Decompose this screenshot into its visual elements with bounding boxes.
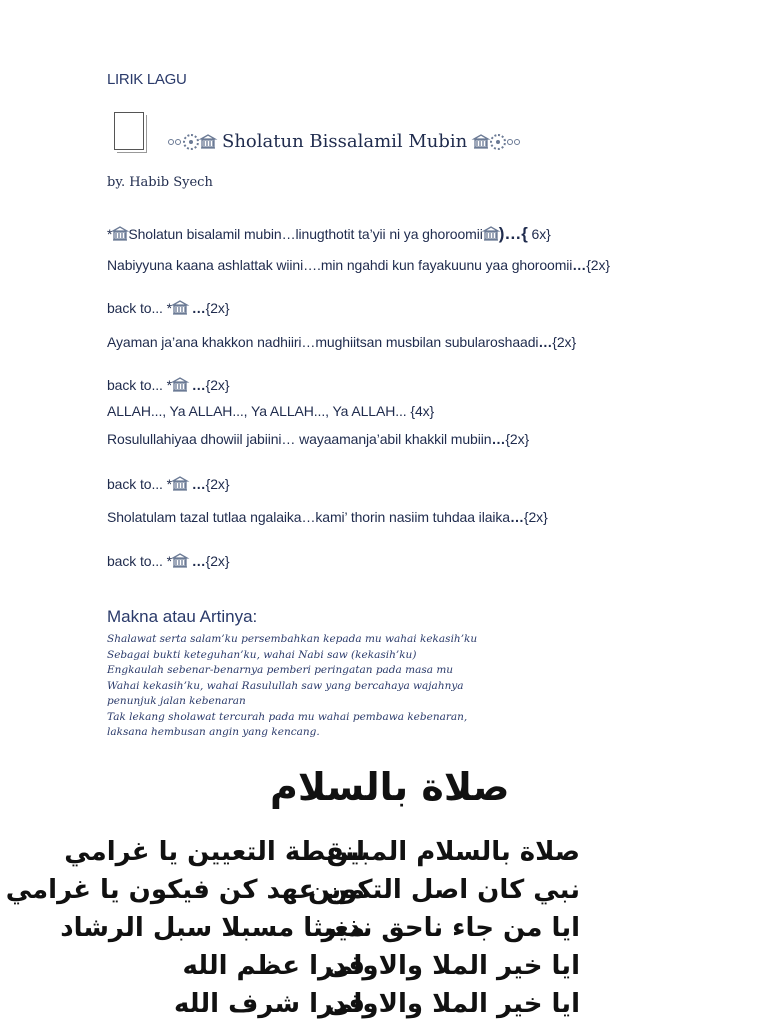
ellipsis: … (191, 476, 206, 492)
ellipsis: … (572, 257, 587, 273)
meaning-line: Shalawat serta salam’ku persembahkan kepada mu wahai kekasih’ku (107, 633, 478, 645)
back-label: back to... * (107, 476, 172, 492)
gear-ornament-icon (490, 134, 506, 150)
lyric-text: Sholatulam tazal tutlaa ngalaika…kami’ thorin nasiim tuhdaa ilaika (107, 509, 510, 525)
gear-ornament-icon (183, 134, 199, 150)
ornament-left (168, 134, 216, 150)
mosque-icon (172, 476, 188, 491)
repeat-count: {2x} (552, 334, 577, 350)
mosque-icon (112, 226, 128, 241)
checkbox-frame (114, 112, 144, 150)
lyric-line-5 (107, 509, 548, 525)
song-title-line (168, 131, 521, 152)
meaning-line: Wahai kekasih’ku, wahai Rasulullah saw yang bercahaya wajahnya (107, 679, 464, 692)
ellipsis: … (191, 553, 206, 569)
mosque-icon (172, 553, 188, 568)
meaning-line: laksana hembusan angin yang kencang. (107, 726, 320, 738)
byline: by. Habib Syech (107, 175, 213, 190)
lyric-text: Sholatun bisalamil mubin…linugthotit ta’yii ni ya ghoroomii (128, 226, 483, 242)
back-to-line (107, 553, 229, 569)
ellipsis: … (491, 431, 506, 447)
arabic-line: من عهد كن فيكون يا غرامي (5, 875, 365, 905)
back-to-line (107, 377, 229, 393)
mosque-icon (200, 134, 216, 149)
meaning-heading: Makna atau Artinya: (107, 607, 258, 626)
allah-line: ALLAH..., Ya ALLAH..., Ya ALLAH..., Ya ALLAH... {4x} (107, 403, 435, 419)
ornament-right (473, 134, 521, 150)
repeat-count: {2x} (505, 431, 530, 447)
meaning-line: Tak lekang sholawat tercurah pada mu wahai pembawa kebenaran, (107, 710, 468, 723)
lyric-text: Rosulullahiyaa dhowiil jabiini… wayaamanja’abil khakkil mubiin (107, 431, 492, 447)
arabic-left-column (6, 833, 365, 1023)
repeat-count: {2x} (205, 476, 230, 492)
lyric-line-3 (107, 334, 576, 350)
song-title: Sholatun Bissalamil Mubin (222, 131, 468, 152)
lyric-text: Ayaman ja’ana khakkon nadhiiri…mughiitsan musbilan subularoshaadi (107, 334, 539, 350)
ellipsis: … (191, 300, 206, 316)
asterisk: * (107, 226, 113, 242)
arabic-line: مغيثا مسبلا سبل الرشاد (60, 913, 365, 943)
arabic-line: ايا خير الملا والاولى (326, 989, 580, 1019)
ellipsis: … (510, 509, 524, 525)
meaning-text (107, 632, 477, 741)
mosque-icon (172, 377, 188, 392)
back-label: back to... * (107, 300, 172, 316)
page-heading: LIRIK LAGU (107, 71, 187, 88)
meaning-line: Engkaulah sebenar-benarnya pemberi peringatan pada masa mu (107, 664, 454, 676)
lyric-line-1 (107, 224, 551, 244)
arabic-line: قدرا شرف الله (173, 989, 365, 1019)
arabic-line: قدرا عظم الله (182, 951, 365, 981)
back-to-line (107, 476, 229, 492)
mosque-icon (172, 300, 188, 315)
lyric-line-2 (107, 257, 610, 273)
lyric-text: Nabiyyuna kaana ashlattak wiini….min ngahdi kun fayakuunu yaa ghoroomii (107, 257, 573, 273)
repeat-count: {2x} (205, 377, 230, 393)
arabic-line: ايا من جاء ناحق نذير (321, 913, 580, 943)
close-bracket: )…{ (498, 224, 528, 243)
ellipsis: … (191, 377, 206, 393)
arabic-line: صلاة بالسلام المبين (326, 837, 580, 867)
repeat-count: 6x} (531, 226, 551, 242)
dots-icon (168, 139, 182, 145)
arabic-line: لنقطة التعيين يا غرامي (64, 837, 365, 867)
mosque-icon (483, 226, 499, 241)
back-label: back to... * (107, 553, 172, 569)
repeat-count: {2x} (205, 553, 230, 569)
repeat-count: {2x} (586, 257, 610, 273)
mosque-icon (473, 134, 489, 149)
back-to-line (107, 300, 229, 316)
repeat-count: {2x} (205, 300, 230, 316)
dots-icon (507, 139, 521, 145)
arabic-line: ايا خير الملا والاولى (326, 951, 580, 981)
arabic-title: صلاة بالسلام (270, 765, 510, 809)
arabic-calligraphy-scan (5, 765, 620, 1024)
meaning-line: penunjuk jalan kebenaran (107, 695, 246, 707)
repeat-count: {2x} (523, 509, 548, 525)
ellipsis: … (538, 334, 553, 350)
meaning-line: Sebagai bukti keteguhan’ku, wahai Nabi saw (kekasih’ku) (107, 648, 417, 661)
arabic-line: نبي كان اصل التكوين (307, 875, 580, 905)
lyric-line-4 (107, 431, 529, 447)
back-label: back to... * (107, 377, 172, 393)
